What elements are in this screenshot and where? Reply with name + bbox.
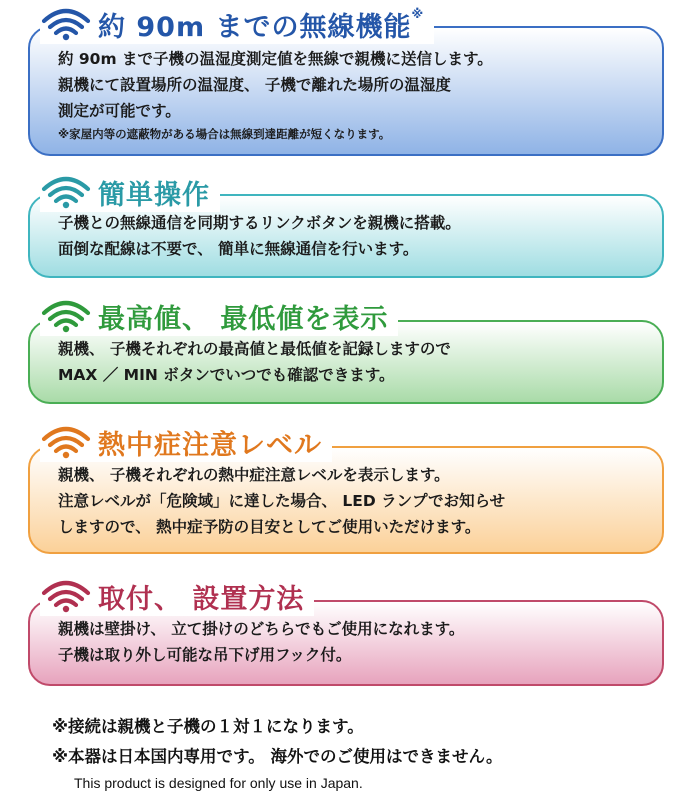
wifi-dot [63, 202, 69, 208]
feature-title: 取付、 設置方法 [98, 583, 305, 615]
wifi-dot [63, 606, 69, 612]
footer-note: ※本器は日本国内専用です。 海外でのご使用はできません。 [52, 747, 503, 766]
footer-english-note: This product is designed for only use in Japan. [74, 775, 363, 791]
feature-box [28, 26, 664, 156]
feature-text: しますので、 熱中症予防の目安としてご使用いただけます。 [58, 518, 481, 536]
feature-text: 子機は取り外し可能な吊下げ用フック付。 [58, 646, 352, 664]
wifi-icon [40, 299, 92, 333]
feature-text: 親機は壁掛け、 立て掛けのどちらでもご使用になれます。 [58, 620, 465, 638]
wifi-icon [40, 425, 92, 459]
wifi-icon [40, 579, 92, 613]
wifi-dot [63, 452, 69, 458]
wifi-dot [63, 34, 69, 40]
wifi-arc [50, 312, 82, 319]
feature-heading [40, 576, 314, 616]
wifi-arc [56, 601, 76, 606]
feature-text: 親機にて設置場所の温湿度、 子機で離れた場所の温湿度 [58, 76, 451, 94]
feature-note: ※家屋内等の遮蔽物がある場合は無線到達距離が短くなります。 [58, 127, 391, 141]
feature-text: 注意レベルが「危険域」に達した場合、 LED ランプでお知らせ [58, 492, 506, 510]
feature-heading [40, 422, 332, 462]
wifi-dot [63, 326, 69, 332]
feature-text: 約 90m まで子機の温湿度測定値を無線で親機に送信します。 [58, 50, 493, 68]
feature-text: 親機、 子機それぞれの最高値と最低値を記録しますので [58, 340, 451, 358]
wifi-arc [56, 447, 76, 452]
wifi-arc [50, 592, 82, 599]
wifi-icon [40, 7, 92, 41]
feature-text: 測定が可能です。 [58, 102, 181, 120]
wifi-arc [56, 29, 76, 34]
feature-title: 約 90m までの無線機能※ [98, 6, 425, 43]
feature-title: 熱中症注意レベル [98, 429, 322, 461]
footer-notes [52, 712, 502, 794]
feature-heading [40, 4, 434, 44]
wifi-arc [50, 20, 82, 27]
feature-text: 子機との無線通信を同期するリンクボタンを親機に搭載。 [58, 214, 461, 232]
feature-heading [40, 172, 220, 212]
feature-title: 最高値、 最低値を表示 [98, 303, 389, 335]
wifi-arc [50, 438, 82, 445]
feature-text: 親機、 子機それぞれの熱中症注意レベルを表示します。 [58, 466, 450, 484]
wifi-icon [40, 175, 92, 209]
feature-title: 簡単操作 [98, 179, 210, 211]
feature-text: MAX ／ MIN ボタンでいつでも確認できます。 [58, 366, 395, 384]
feature-text: 面倒な配線は不要で、 簡単に無線通信を行います。 [58, 240, 419, 258]
feature-box [28, 446, 664, 554]
wifi-arc [56, 197, 76, 202]
footer-note: ※接続は親機と子機の１対１になります。 [52, 717, 364, 736]
wifi-arc [50, 188, 82, 195]
feature-heading [40, 296, 398, 336]
wifi-arc [56, 321, 76, 326]
